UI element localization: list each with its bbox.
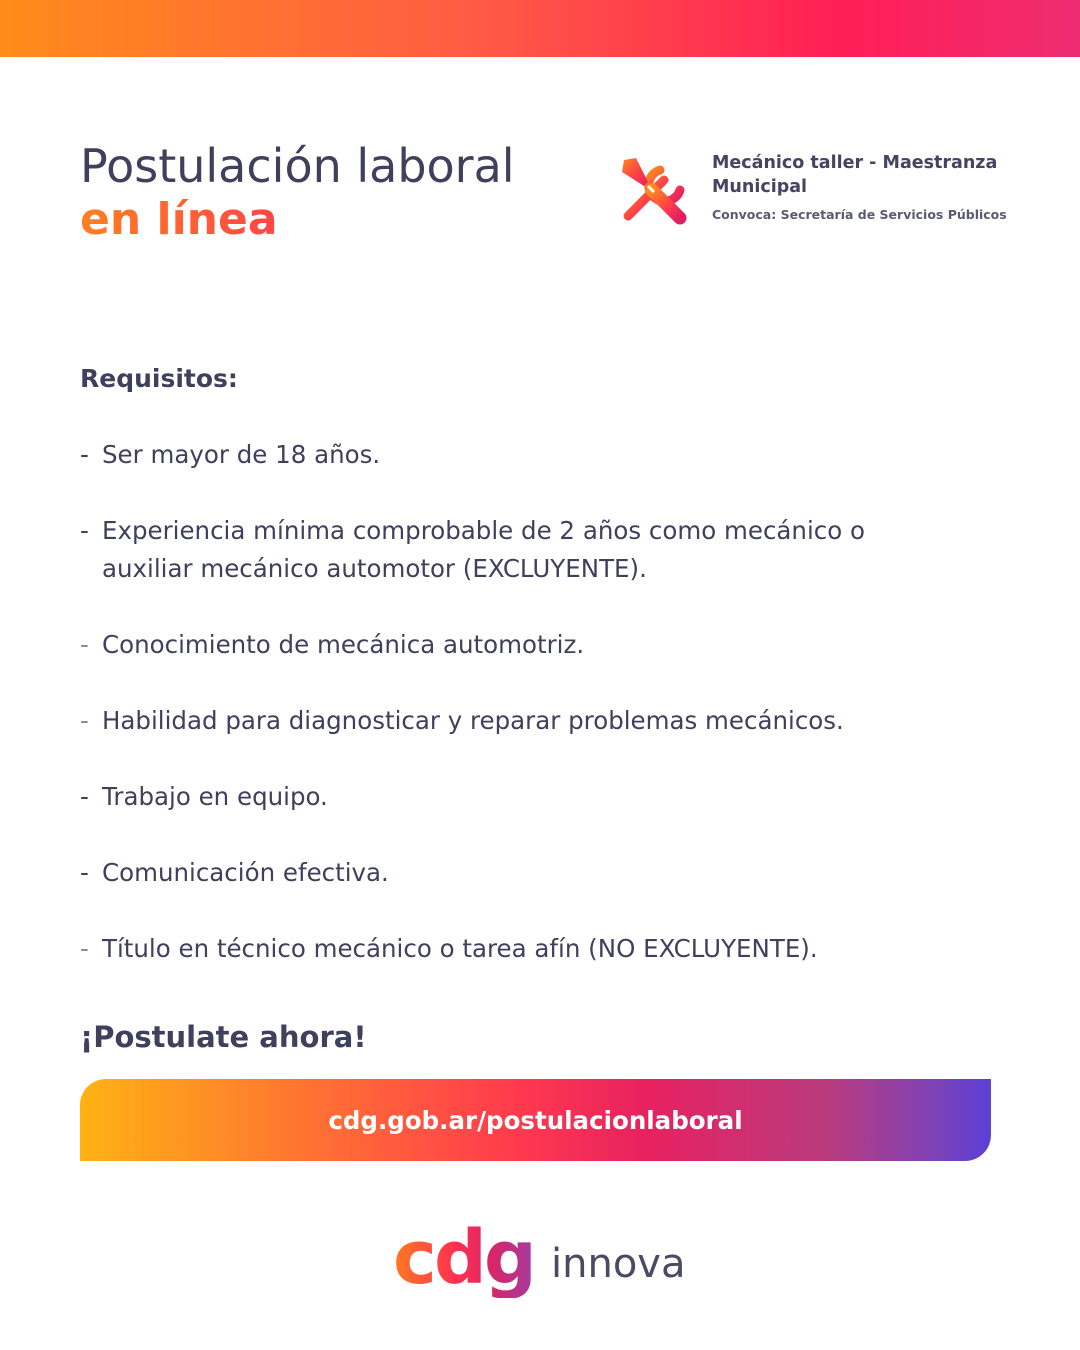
requirements-heading: Requisitos: — [80, 364, 238, 393]
list-item — [80, 854, 980, 892]
list-item-text: Experiencia mínima comprobable de 2 años como mecánico o auxiliar mecánico automotor (EXCLUYENTE). — [102, 516, 865, 583]
logo-brand: cdg — [393, 1215, 534, 1301]
list-item — [80, 702, 980, 740]
bullet-dash: - — [80, 516, 89, 545]
bullet-dash: - — [80, 630, 89, 659]
list-item-text: Comunicación efectiva. — [102, 858, 389, 887]
list-item — [80, 512, 950, 588]
wrench-screwdriver-icon — [614, 150, 694, 230]
cdg-innova-logo — [393, 1215, 703, 1308]
cta-heading: ¡Postulate ahora! — [80, 1020, 367, 1054]
url-link[interactable]: cdg.gob.ar/postulacionlaboral — [328, 1105, 743, 1135]
page-title: Postulación laboral — [80, 139, 515, 193]
bullet-dash: - — [80, 440, 89, 469]
top-gradient-bar — [0, 0, 1080, 57]
bullet-dash: - — [80, 706, 89, 735]
list-item — [80, 930, 980, 968]
bullet-dash: - — [80, 782, 89, 811]
list-item — [80, 778, 980, 816]
url-banner[interactable] — [80, 1079, 991, 1161]
logo-suffix: innova — [551, 1241, 686, 1287]
list-item — [80, 436, 980, 474]
list-item-text: Ser mayor de 18 años. — [102, 440, 381, 469]
list-item-text: Trabajo en equipo. — [102, 782, 328, 811]
list-item — [80, 626, 980, 664]
list-item-text: Conocimiento de mecánica automotriz. — [102, 630, 585, 659]
page-subtitle: en línea — [80, 194, 600, 246]
bullet-dash: - — [80, 934, 89, 963]
list-item-text: Habilidad para diagnosticar y reparar problemas mecánicos. — [102, 706, 844, 735]
bullet-dash: - — [80, 858, 89, 887]
job-title: Mecánico taller - Maestranza Municipal — [712, 153, 998, 197]
convoca-text: Convoca: Secretaría de Servicios Públicos — [712, 207, 1007, 222]
list-item-text: Título en técnico mecánico o tarea afín (NO EXCLUYENTE). — [102, 934, 818, 963]
